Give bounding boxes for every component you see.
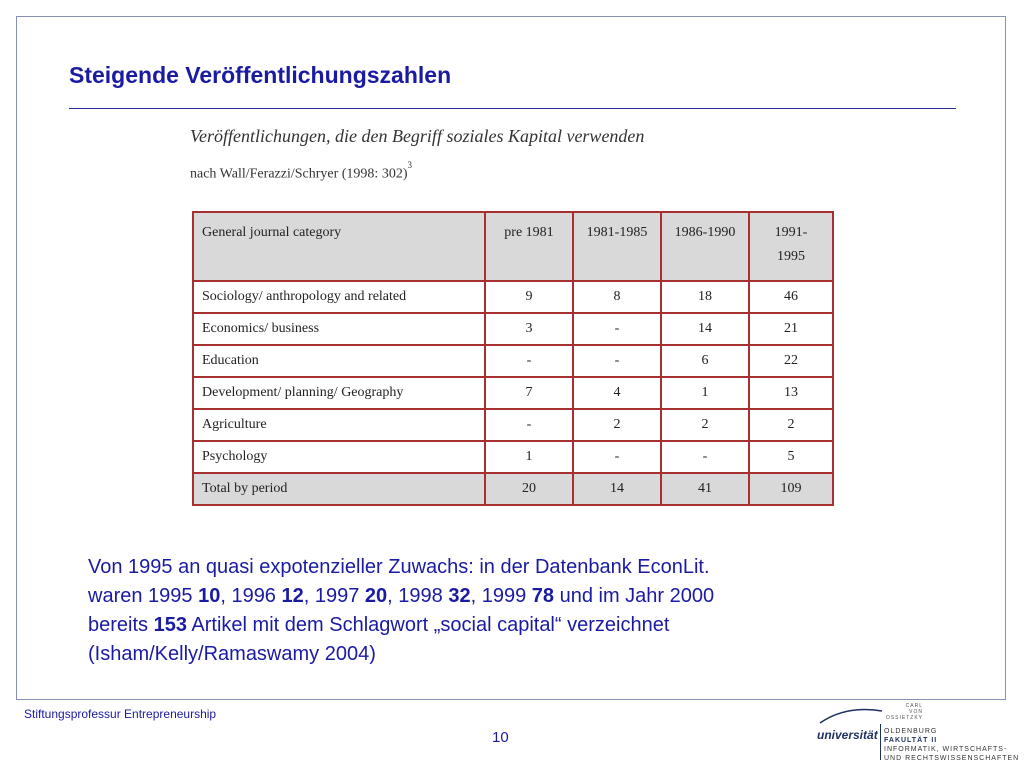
- count-1998: 32: [448, 585, 471, 607]
- logo-wordmark: universität: [817, 728, 878, 742]
- count-1996: 12: [281, 585, 304, 607]
- table-row: [193, 441, 833, 473]
- publications-table: [192, 211, 834, 506]
- table-row: [193, 409, 833, 441]
- count-1999: 78: [531, 585, 555, 607]
- count-cell: 6: [661, 345, 749, 377]
- body-text-span: und im Jahr 2000: [554, 585, 715, 607]
- column-header: pre 1981: [485, 212, 573, 281]
- logo-text-von: VON: [909, 709, 923, 715]
- count-cell: -: [573, 345, 661, 377]
- body-text-span: waren 1995: [88, 585, 199, 607]
- count-cell: 2: [573, 409, 661, 441]
- logo-text-ossietzky: OSSIETZKY: [885, 715, 923, 721]
- body-text-span: Artikel mit dem Schlagwort „social capital“ verzeichnet: [186, 614, 670, 636]
- figure-source: [190, 160, 412, 183]
- body-text-span: bereits: [88, 614, 154, 636]
- logo-divider: [880, 724, 881, 760]
- slide-title: Steigende Veröffentlichungszahlen: [69, 62, 452, 88]
- table-row: [193, 313, 833, 345]
- total-cell: 41: [661, 473, 749, 505]
- category-cell: Psychology: [193, 441, 485, 473]
- count-cell: 2: [661, 409, 749, 441]
- category-cell: Development/ planning/ Geography: [193, 377, 485, 409]
- logo-oldenburg: OLDENBURG: [884, 728, 938, 735]
- figure-source-footnote: 3: [407, 160, 412, 170]
- column-header: 1981-1985: [573, 212, 661, 281]
- count-cell: 9: [485, 281, 573, 313]
- total-label: Total by period: [193, 473, 485, 505]
- count-cell: 5: [749, 441, 833, 473]
- category-cell: Education: [193, 345, 485, 377]
- body-text-span: , 1999: [470, 585, 532, 607]
- count-cell: -: [485, 409, 573, 441]
- column-header: General journal category: [193, 212, 485, 281]
- logo-faculty-line-1: INFORMATIK, WIRTSCHAFTS-: [884, 746, 1008, 753]
- count-cell: 3: [485, 313, 573, 345]
- count-cell: 1: [485, 441, 573, 473]
- category-cell: Economics/ business: [193, 313, 485, 345]
- count-cell: 4: [573, 377, 661, 409]
- count-cell: 1: [661, 377, 749, 409]
- body-text: [88, 553, 938, 669]
- count-cell: -: [661, 441, 749, 473]
- table-row: [193, 281, 833, 313]
- count-cell: 22: [749, 345, 833, 377]
- logo-text-carl: CARL: [905, 703, 923, 709]
- footer-chair-name: Stiftungsprofessur Entrepreneurship: [24, 707, 217, 721]
- count-cell: -: [573, 441, 661, 473]
- count-cell: 8: [573, 281, 661, 313]
- column-header: 1991- 1995: [749, 212, 833, 281]
- count-cell: 2: [749, 409, 833, 441]
- table-row: [193, 377, 833, 409]
- logo-faculty-line-2: UND RECHTSWISSENSCHAFTEN: [884, 755, 1020, 762]
- count-cell: -: [573, 313, 661, 345]
- column-header: 1986-1990: [661, 212, 749, 281]
- count-cell: 18: [661, 281, 749, 313]
- count-2000: 153: [153, 614, 187, 636]
- title-divider: [69, 108, 956, 109]
- total-cell: 20: [485, 473, 573, 505]
- table-header-row: [193, 212, 833, 281]
- body-citation: (Isham/Kelly/Ramaswamy 2004): [88, 643, 376, 665]
- figure-source-text: nach Wall/Ferazzi/Schryer (1998: 302): [190, 166, 408, 182]
- body-line-1: Von 1995 an quasi expotenzieller Zuwachs: in der Datenbank EconLit.: [88, 556, 710, 578]
- total-cell: 14: [573, 473, 661, 505]
- count-cell: 46: [749, 281, 833, 313]
- count-1997: 20: [364, 585, 388, 607]
- body-text-span: , 1998: [387, 585, 449, 607]
- count-cell: 14: [661, 313, 749, 345]
- count-cell: 7: [485, 377, 573, 409]
- count-1995: 10: [198, 585, 221, 607]
- category-cell: Sociology/ anthropology and related: [193, 281, 485, 313]
- page-number: 10: [492, 729, 509, 746]
- body-text-span: , 1996: [220, 585, 282, 607]
- category-cell: Agriculture: [193, 409, 485, 441]
- body-text-span: , 1997: [303, 585, 365, 607]
- count-cell: 21: [749, 313, 833, 345]
- count-cell: 13: [749, 377, 833, 409]
- total-cell: 109: [749, 473, 833, 505]
- figure-caption: Veröffentlichungen, die den Begriff soziales Kapital verwenden: [190, 126, 645, 146]
- count-cell: -: [485, 345, 573, 377]
- logo-faculty: FAKULTÄT II: [884, 737, 938, 744]
- university-logo: [814, 703, 1020, 763]
- table-row: [193, 345, 833, 377]
- total-row: [193, 473, 833, 505]
